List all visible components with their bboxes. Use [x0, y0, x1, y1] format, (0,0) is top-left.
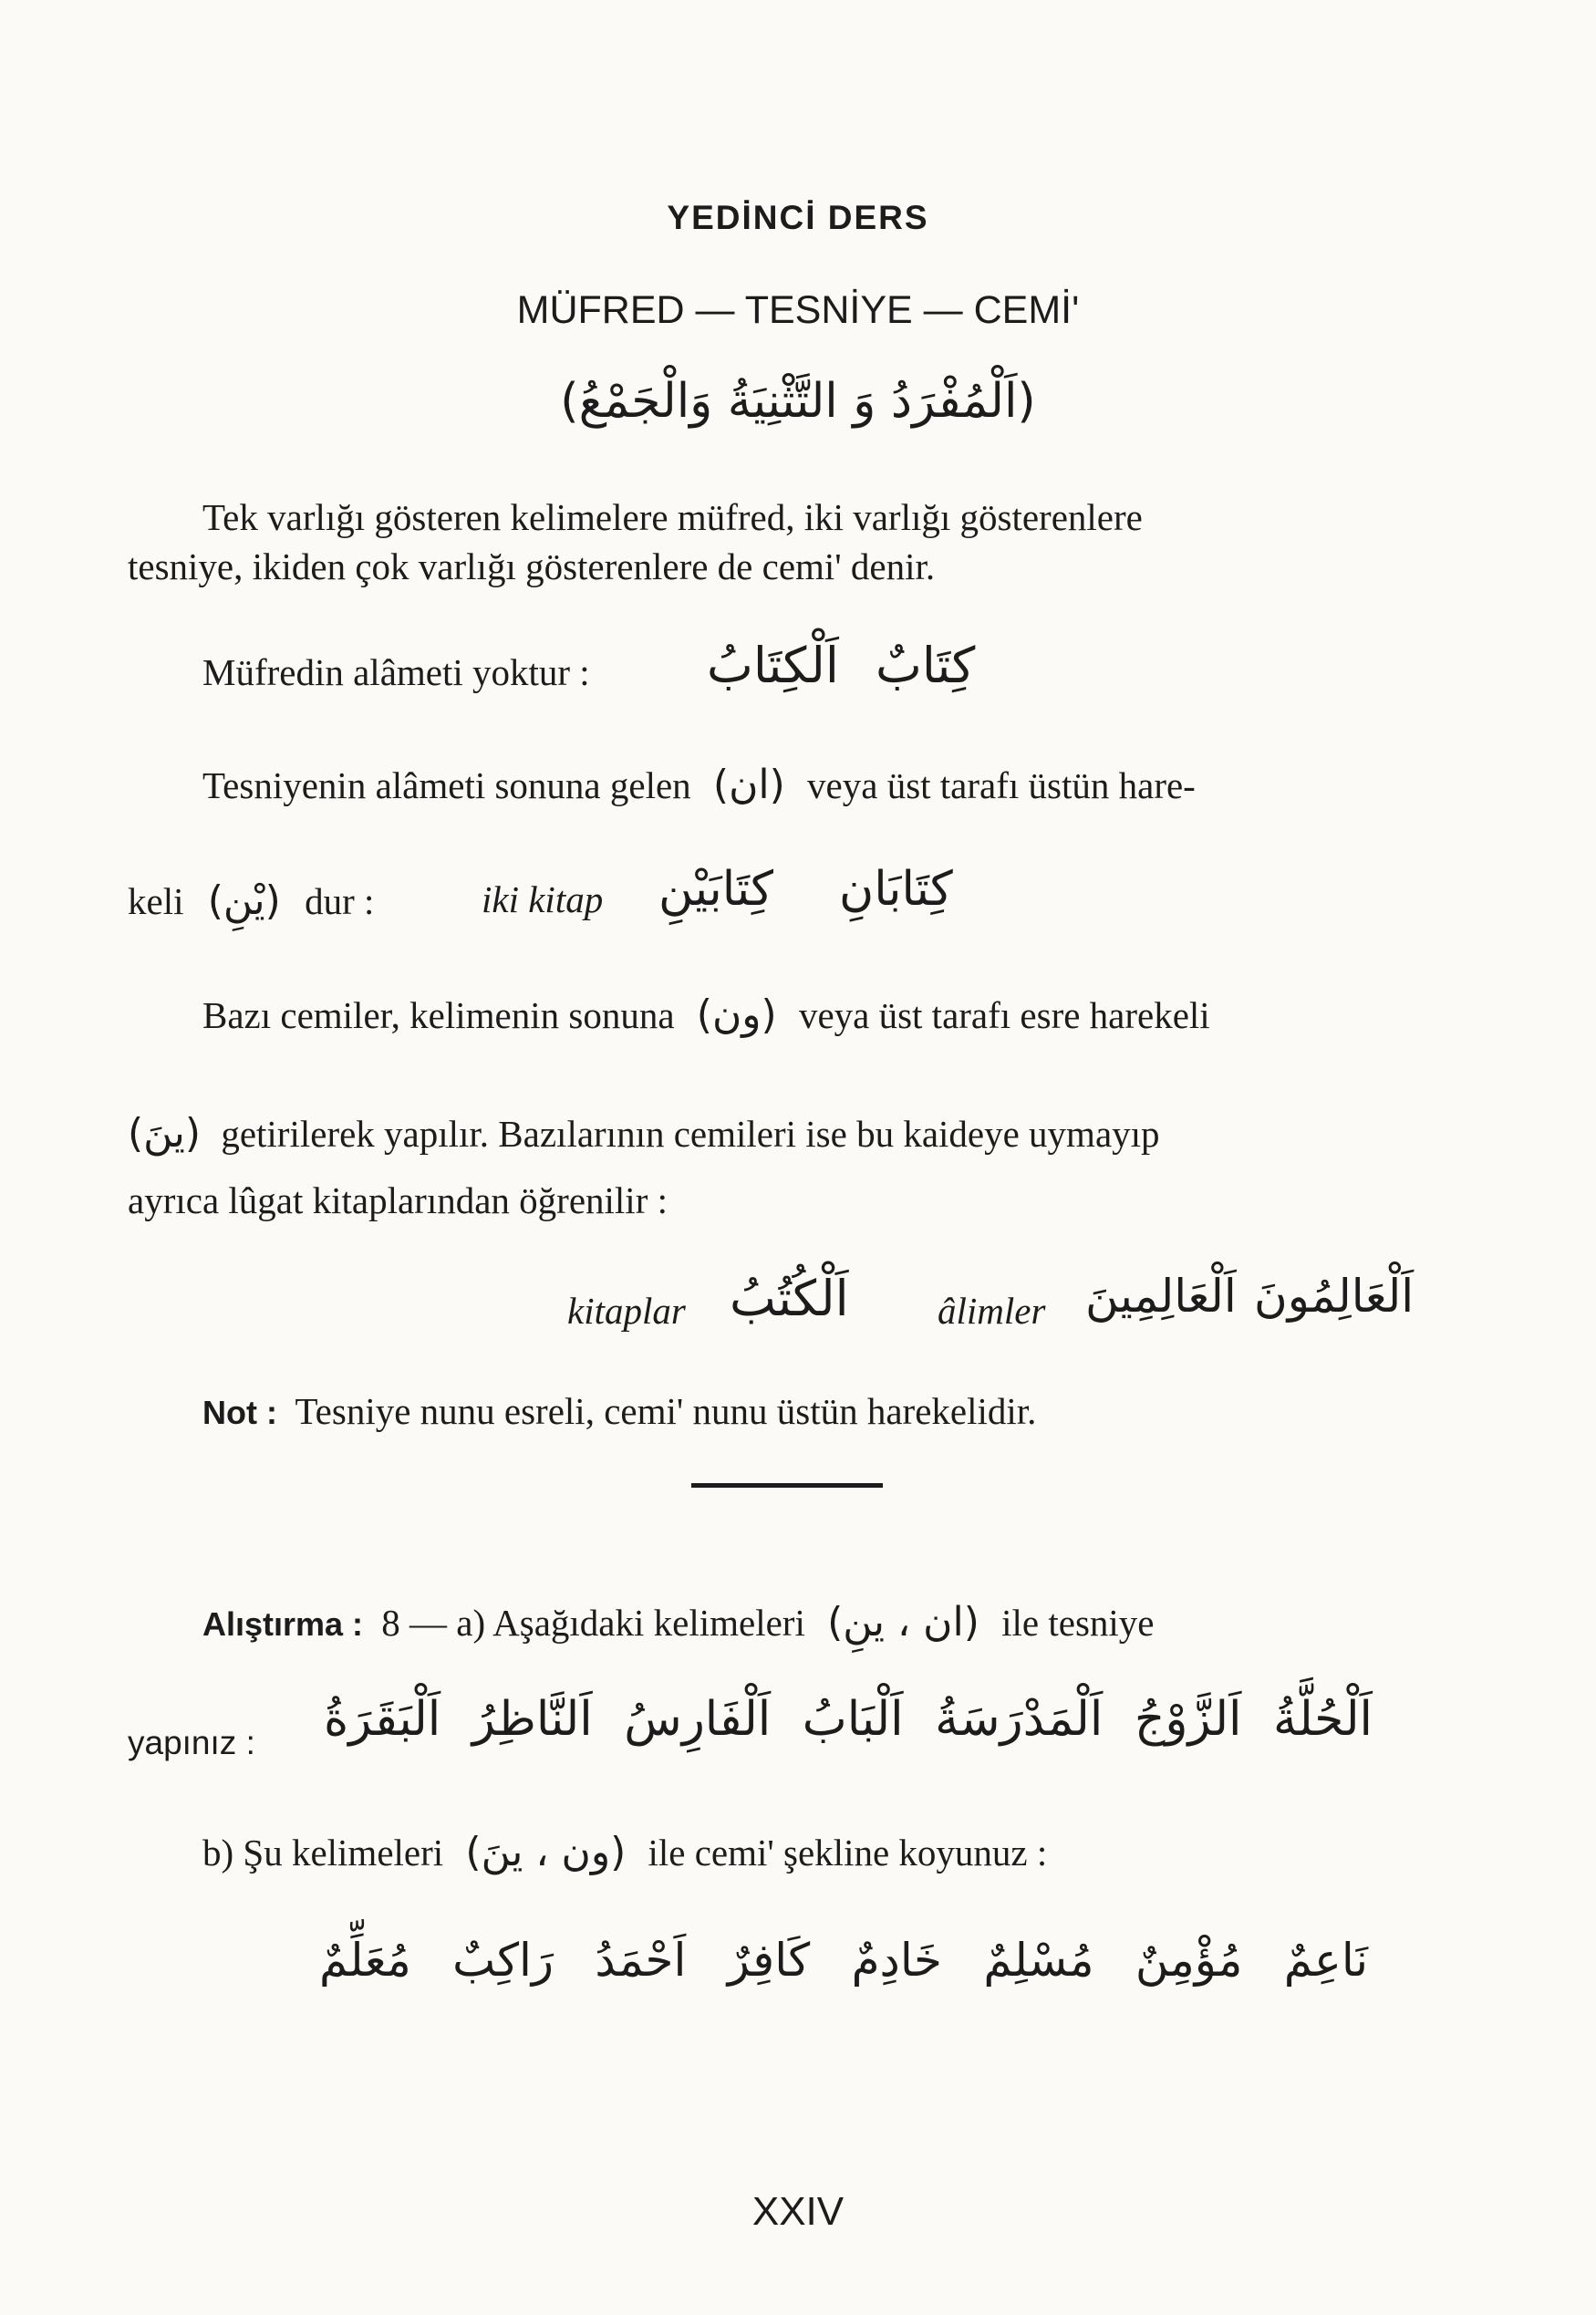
exercise-b-word: رَاكِبٌ: [452, 1934, 554, 1987]
intro-line-1: Tek varlığı gösteren kelimelere müfred, iki varlığı gösterenlere: [202, 496, 1143, 538]
exercise-b-word: اَحْمَدُ: [595, 1934, 687, 1987]
section-divider: [691, 1483, 883, 1488]
tesniye-line-2: [128, 877, 374, 924]
exercise-b-line-1: [202, 1829, 1047, 1875]
cemi-word-kutub: اَلْكُتُبُ: [730, 1270, 849, 1327]
exercise-b-word: مُسْلِمٌ: [983, 1934, 1094, 1987]
tesniye-keli: keli: [128, 880, 184, 922]
exercise-a-word: اَلْحُلَّةُ: [1273, 1692, 1373, 1747]
page-number: XXIV: [751, 2189, 845, 2234]
tesniye-text-a: Tesniyenin alâmeti sonuna gelen: [202, 764, 691, 806]
intro-line-2: tesniye, ikiden çok varlığı gösterenlere de cemi' denir.: [128, 545, 936, 587]
mufred-word-1: اَلْكِتَابُ: [707, 637, 839, 694]
tesniye-line-1: [202, 762, 1196, 808]
cemi-label-alimler: âlimler: [938, 1290, 1046, 1332]
exercise-a-word-list: [324, 1692, 1373, 1747]
cemi-line-2: [128, 1110, 1160, 1157]
cemi-line-1: [202, 991, 1210, 1038]
exercise-a-word: اَلْبَابُ: [802, 1692, 904, 1747]
exercise-a-end: ile tesniye: [1001, 1602, 1155, 1644]
cemi-suffix-1: (ون): [696, 991, 777, 1038]
tesniye-example-label: iki kitap: [482, 878, 604, 920]
exercise-b-word: مُعَلِّمٌ: [319, 1934, 411, 1987]
lesson-subtitle: MÜFRED — TESNİYE — CEMİ': [516, 288, 1080, 332]
mufred-word-2: كِتَابٌ: [876, 637, 976, 694]
exercise-a-suffixes: (ان ، ينِ): [827, 1599, 979, 1645]
tesniye-dur: dur :: [305, 880, 375, 922]
exercise-b-end: ile cemi' şekline koyunuz :: [648, 1832, 1048, 1874]
cemi-text-a: Bazı cemiler, kelimenin sonuna: [202, 994, 675, 1036]
cemi-word-alimin: اَلْعَالِمِينَ: [1085, 1270, 1237, 1323]
subtitle-arabic: (اَلْمُفْرَدُ وَ التَّثْنِيَةُ وَالْجَمْعُ): [560, 374, 1036, 429]
exercise-b-word: نَاعِمٌ: [1283, 1934, 1368, 1987]
cemi-label-kitaplar: kitaplar: [567, 1290, 686, 1332]
exercise-b-word: كَافِرٌ: [727, 1934, 811, 1987]
tesniye-text-b: veya üst tarafı üstün hare-: [807, 764, 1196, 806]
cemi-line-3: ayrıca lûgat kitaplarından öğrenilir :: [128, 1179, 668, 1221]
note-text: Tesniye nunu esreli, cemi' nunu üstün harekelidir.: [295, 1390, 1037, 1432]
exercise-a-word: اَلْفَارِسُ: [624, 1692, 772, 1747]
exercise-b-word: مُؤْمِنٌ: [1135, 1934, 1243, 1987]
exercise-b-word: خَادِمٌ: [851, 1934, 942, 1987]
exercise-a-word: اَلنَّاظِرُ: [472, 1692, 593, 1747]
note-line: [202, 1389, 1036, 1433]
tesniye-word-1: كِتَابَيْنِ: [658, 862, 774, 917]
exercise-b-text: b) Şu kelimeleri: [202, 1832, 444, 1874]
cemi-word-alimun: اَلْعَالِمُونَ: [1254, 1270, 1415, 1323]
exercise-a-text: 8 — a) Aşağıdaki kelimeleri: [381, 1602, 805, 1644]
tesniye-word-2: كِتَابَانِ: [839, 862, 953, 917]
tesniye-suffix-1: (ان): [712, 762, 785, 808]
cemi-text-b: veya üst tarafı esre harekeli: [798, 994, 1210, 1036]
exercise-b-suffixes: (ون ، ينَ): [465, 1829, 627, 1875]
exercise-a-word: اَلْمَدْرَسَةُ: [935, 1692, 1104, 1747]
exercise-label: Alıştırma :: [202, 1605, 364, 1643]
exercise-a-line-1: [202, 1599, 1155, 1645]
exercise-a-yapiniz: yapınız :: [128, 1724, 255, 1761]
exercise-a-word: اَلزَّوْجُ: [1134, 1692, 1242, 1747]
cemi-text-2: getirilerek yapılır. Bazılarının cemileri ise bu kaideye uymayıp: [221, 1113, 1160, 1155]
exercise-a-word: اَلْبَقَرَةُ: [324, 1692, 441, 1747]
cemi-suffix-2: (ينَ): [128, 1110, 202, 1157]
tesniye-suffix-2: (يْنِ): [207, 877, 281, 924]
exercise-b-word-list: [319, 1934, 1368, 1987]
note-label: Not :: [202, 1394, 277, 1431]
mufred-text: Müfredin alâmeti yoktur :: [202, 651, 590, 693]
subtitle-arabic-row: [0, 374, 1596, 429]
lesson-title: YEDİNCİ DERS: [667, 199, 929, 236]
